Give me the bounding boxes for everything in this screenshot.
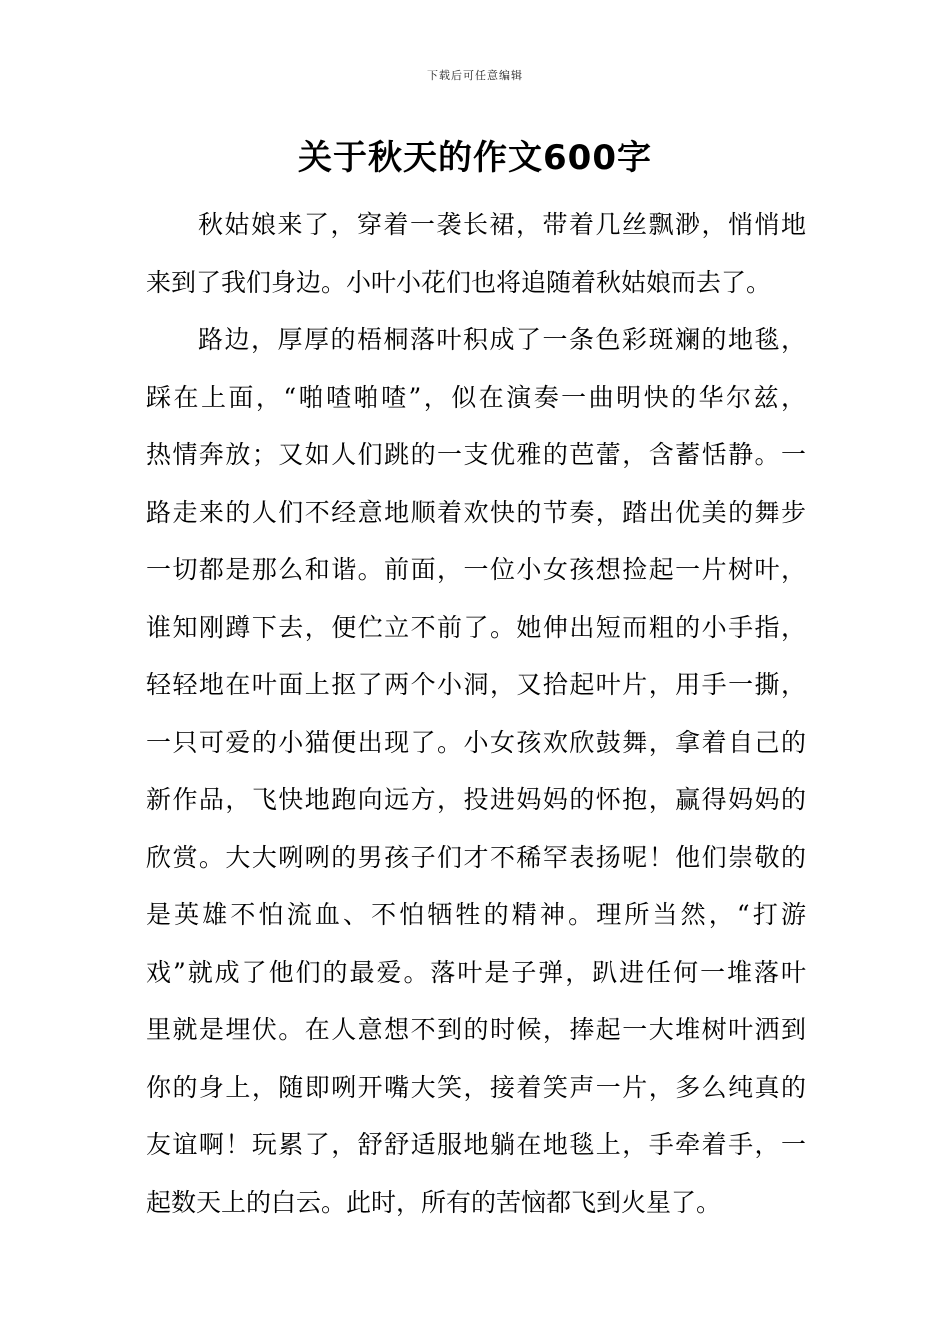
text-line: 一只可爱的小猫便出现了。小女孩欢欣鼓舞，拿着自己的 (146, 727, 806, 757)
text-line: 是英雄不怕流血、不怕牺牲的精神。理所当然，“打游 (146, 900, 806, 929)
essay-body (146, 196, 806, 1231)
text-line: 热情奔放；又如人们跳的一支优雅的芭蕾，含蓄恬静。一 (146, 440, 806, 469)
text-line: 谁知刚蹲下去，便伫立不前了。她伸出短而粗的小手指， (146, 612, 806, 642)
text-line: 欣赏。大大咧咧的男孩子们才不稀罕表扬呢！他们崇敬的 (146, 842, 806, 872)
text-line: 里就是埋伏。在人意想不到的时候，捧起一大堆树叶洒到 (146, 1015, 806, 1044)
page-title: 关于秋天的作文600字 (298, 138, 652, 178)
text-line: 踩在上面，“啪喳啪喳”，似在演奏一曲明快的华尔兹， (146, 382, 806, 412)
text-line: 友谊啊！玩累了，舒舒适服地躺在地毯上，手牵着手，一 (146, 1130, 806, 1159)
text-line: 戏”就成了他们的最爱。落叶是子弹，趴进任何一堆落叶 (146, 957, 806, 987)
paragraph-1 (146, 196, 806, 311)
text-line: 路走来的人们不经意地顺着欢快的节奏，踏出优美的舞步 (146, 497, 806, 527)
text-line: 起数天上的白云。此时，所有的苦恼都飞到火星了。 (146, 1187, 722, 1217)
text-line: 秋姑娘来了，穿着一袭长裙，带着几丝飘渺，悄悄地 (198, 210, 806, 239)
text-line: 你的身上，随即咧开嘴大笑，接着笑声一片，多么纯真的 (146, 1072, 806, 1102)
text-line: 新作品，飞快地跑向远方，投进妈妈的怀抱，赢得妈妈的 (146, 785, 806, 814)
text-line: 来到了我们身边。小叶小花们也将追随着秋姑娘而去了。 (146, 267, 772, 297)
text-line: 轻轻地在叶面上抠了两个小洞，又拾起叶片，用手一撕， (146, 670, 806, 699)
text-line: 一切都是那么和谐。前面，一位小女孩想捡起一片树叶， (146, 555, 806, 584)
text-line: 路边，厚厚的梧桐落叶积成了一条色彩斑斓的地毯， (198, 325, 806, 354)
paragraph-2 (146, 311, 806, 1231)
header-note: 下载后可任意编辑 (427, 69, 523, 82)
